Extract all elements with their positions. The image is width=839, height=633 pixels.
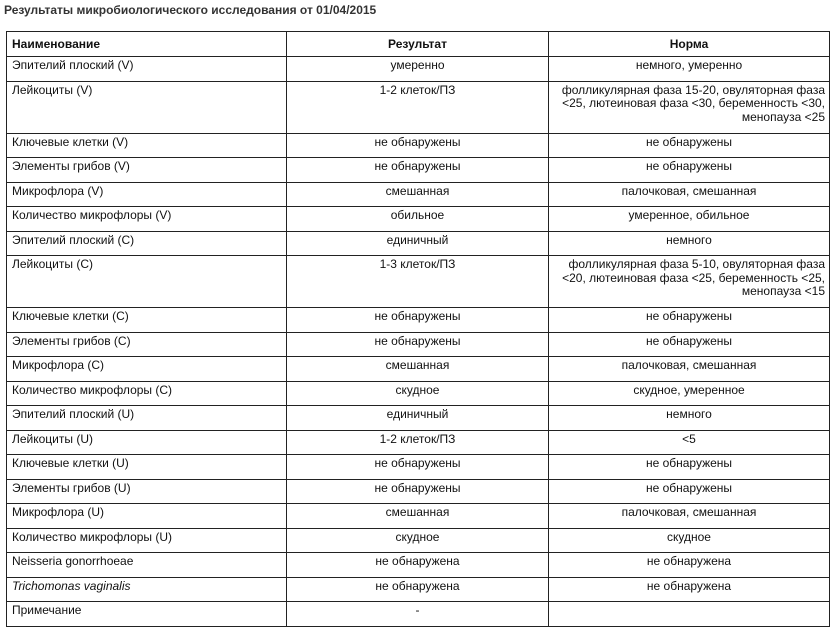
row-result: единичный (287, 231, 549, 256)
table-row (7, 357, 830, 382)
row-norm: немного (549, 231, 830, 256)
row-norm: не обнаружены (549, 133, 830, 158)
table-row (7, 406, 830, 431)
row-result: смешанная (287, 504, 549, 529)
row-result: 1-2 клеток/ПЗ (287, 81, 549, 133)
results-table (6, 31, 830, 627)
table-row (7, 332, 830, 357)
table-row (7, 57, 830, 82)
row-name: Микрофлора (С) (7, 357, 287, 382)
table-row (7, 133, 830, 158)
table-row (7, 430, 830, 455)
row-name: Микрофлора (V) (7, 182, 287, 207)
table-row (7, 553, 830, 578)
row-name: Neisseria gonorrhoeae (7, 553, 287, 578)
row-norm: не обнаружена (549, 553, 830, 578)
row-result: 1-2 клеток/ПЗ (287, 430, 549, 455)
table-row (7, 81, 830, 133)
row-result: не обнаружены (287, 479, 549, 504)
row-norm: немного, умеренно (549, 57, 830, 82)
row-name: Микрофлора (U) (7, 504, 287, 529)
row-name: Эпителий плоский (U) (7, 406, 287, 431)
row-result: не обнаружены (287, 158, 549, 183)
row-result: скудное (287, 528, 549, 553)
row-norm: не обнаружены (549, 332, 830, 357)
row-result: не обнаружены (287, 133, 549, 158)
row-name: Количество микрофлоры (С) (7, 381, 287, 406)
row-result: не обнаружена (287, 577, 549, 602)
row-norm: немного (549, 406, 830, 431)
row-result: - (287, 602, 549, 627)
row-result: скудное (287, 381, 549, 406)
table-row (7, 231, 830, 256)
row-result: не обнаружены (287, 455, 549, 480)
row-norm: фолликулярная фаза 5-10, овуляторная фаза <20, лютеиновая фаза <25, беременность <25, менопауза <15 (549, 256, 830, 308)
table-row (7, 207, 830, 232)
row-result: единичный (287, 406, 549, 431)
table-row (7, 158, 830, 183)
table-row (7, 577, 830, 602)
row-name: Примечание (7, 602, 287, 627)
row-name: Элементы грибов (U) (7, 479, 287, 504)
row-name: Эпителий плоский (V) (7, 57, 287, 82)
row-name: Элементы грибов (С) (7, 332, 287, 357)
header-norm: Норма (549, 32, 830, 57)
table-row (7, 308, 830, 333)
row-name: Trichomonas vaginalis (7, 577, 287, 602)
row-norm: умеренное, обильное (549, 207, 830, 232)
row-name: Количество микрофлоры (U) (7, 528, 287, 553)
row-name: Ключевые клетки (U) (7, 455, 287, 480)
row-name: Ключевые клетки (V) (7, 133, 287, 158)
row-norm: скудное (549, 528, 830, 553)
table-row (7, 182, 830, 207)
header-result: Результат (287, 32, 549, 57)
row-norm: палочковая, смешанная (549, 182, 830, 207)
report-title: Результаты микробиологического исследования от 01/04/2015 (4, 3, 377, 17)
table-row (7, 602, 830, 627)
row-norm: не обнаружена (549, 577, 830, 602)
row-name: Лейкоциты (С) (7, 256, 287, 308)
row-result: обильное (287, 207, 549, 232)
row-result: смешанная (287, 182, 549, 207)
results-body (7, 57, 830, 627)
row-name: Количество микрофлоры (V) (7, 207, 287, 232)
table-row (7, 455, 830, 480)
row-result: не обнаружены (287, 332, 549, 357)
row-name: Эпителий плоский (С) (7, 231, 287, 256)
row-norm: скудное, умеренное (549, 381, 830, 406)
row-result: не обнаружена (287, 553, 549, 578)
row-norm: фолликулярная фаза 15-20, овуляторная фаза <25, лютеиновая фаза <30, беременность <30, менопауза <25 (549, 81, 830, 133)
row-name: Элементы грибов (V) (7, 158, 287, 183)
row-result: 1-3 клеток/ПЗ (287, 256, 549, 308)
table-row (7, 256, 830, 308)
table-row (7, 381, 830, 406)
table-row (7, 504, 830, 529)
row-name: Лейкоциты (U) (7, 430, 287, 455)
row-norm: не обнаружены (549, 308, 830, 333)
row-norm: не обнаружены (549, 479, 830, 504)
row-name: Ключевые клетки (С) (7, 308, 287, 333)
row-norm (549, 602, 830, 627)
row-result: умеренно (287, 57, 549, 82)
table-row (7, 528, 830, 553)
row-norm: не обнаружены (549, 158, 830, 183)
header-name: Наименование (7, 32, 287, 57)
table-row (7, 479, 830, 504)
row-norm: палочковая, смешанная (549, 504, 830, 529)
row-norm: не обнаружены (549, 455, 830, 480)
row-name: Лейкоциты (V) (7, 81, 287, 133)
table-header-row (7, 32, 830, 57)
row-norm: палочковая, смешанная (549, 357, 830, 382)
row-result: смешанная (287, 357, 549, 382)
row-norm: <5 (549, 430, 830, 455)
row-result: не обнаружены (287, 308, 549, 333)
